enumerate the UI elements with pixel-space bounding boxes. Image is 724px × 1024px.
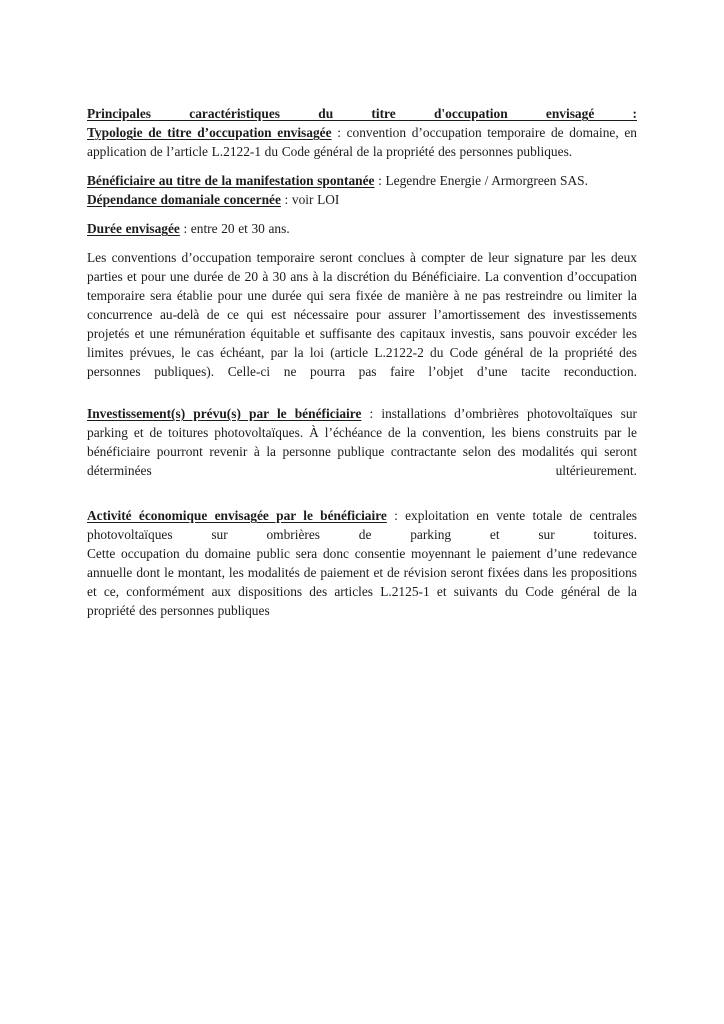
text-run: : exploitation en vente totale de centrales photovoltaïques sur ombrières de parking et sur toitures. xyxy=(87,508,637,542)
text-run: Cette occupation du domaine public sera donc consentie moyennant le paiement d’une redevance annuelle dont le montant, les modalités de paiement et de révision seront fixées dans les propositions et ce, conformément aux dispositions des articles L.2125-1 et suivants du Code général de la propriété des personnes publiques xyxy=(87,546,637,618)
para-main-heading xyxy=(87,104,637,123)
text-run: Dépendance domaniale concernée xyxy=(87,192,281,207)
para-activite-economique xyxy=(87,506,637,544)
para-duree xyxy=(87,219,637,238)
para-typologie xyxy=(87,123,637,161)
para-redevance xyxy=(87,544,637,620)
text-run: Bénéficiaire au titre de la manifestation spontanée xyxy=(87,173,375,188)
text-run: Typologie de titre d’occupation envisagée xyxy=(87,125,332,140)
text-run: : voir LOI xyxy=(280,192,340,207)
text-run: Les conventions d’occupation temporaire seront conclues à compter de leur signature par les deux parties et pour une durée de 20 à 30 ans à la discrétion du Bénéficiaire. La convention d’occupation temporaire sera établie pour une durée qui sera fixée de manière à ne pas restreindre ou limiter la concurrence au-delà de ce qui est nécessaire pour assurer l’amortissement des investissements projetés et une rémunération équitable et suffisante des capitaux investis, sans pouvoir excéder les limites prévues, le cas échéant, par la loi (article L.2122-2 du Code général de la propriété des personnes publiques). Celle-ci ne pourra pas faire l’objet d’une tacite reconduction. xyxy=(87,250,637,379)
para-beneficiaire-dependance xyxy=(87,171,637,209)
text-run: Activité économique envisagée par le bénéficiaire xyxy=(87,508,387,523)
text-run: Principales caractéristiques du titre d'occupation envisagé : xyxy=(87,106,637,121)
text-run: : convention d’occupation temporaire de domaine, en application de l’article L.2122-1 du Code général de la propriété des personnes publiques. xyxy=(87,125,637,159)
text-run: : installations d’ombrières photovoltaïques sur parking et de toitures photovoltaïques. À l’échéance de la convention, les biens construits par le bénéficiaire pourront revenir à la personne publique contractante selon des modalités qui seront déterminées ultérieurement. xyxy=(87,406,637,478)
document-body xyxy=(87,104,637,620)
text-run: Investissement(s) prévu(s) par le bénéficiaire xyxy=(87,406,362,421)
text-run: Durée envisagée xyxy=(87,221,180,236)
text-run: : entre 20 et 30 ans. xyxy=(179,221,290,236)
para-conventions xyxy=(87,248,637,381)
para-investissements xyxy=(87,404,637,480)
text-run: : Legendre Energie / Armorgreen SAS. xyxy=(374,173,588,188)
